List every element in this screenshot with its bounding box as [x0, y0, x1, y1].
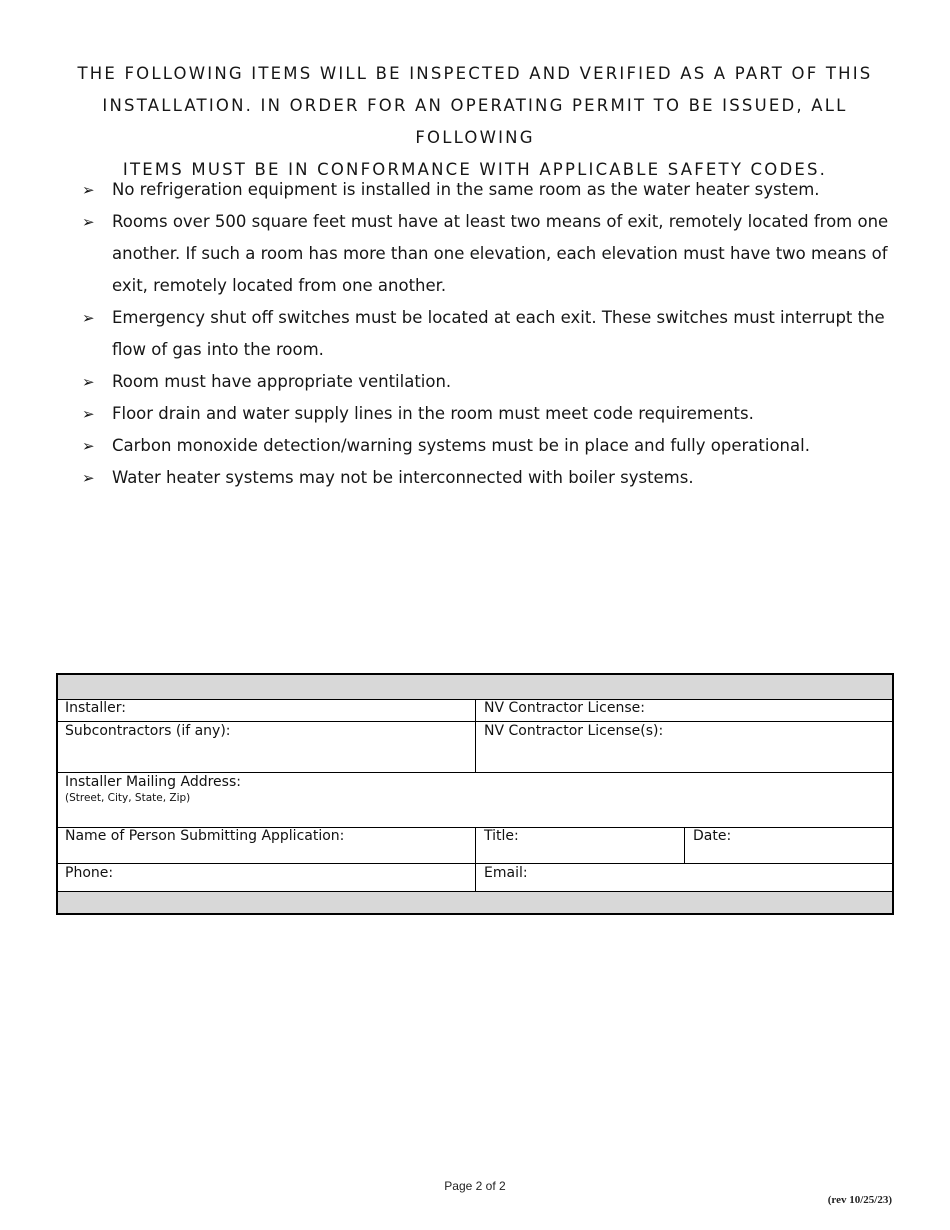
checklist-item — [82, 174, 892, 206]
revision-date: (rev 10/25/23) — [827, 1194, 892, 1206]
arrow-bullet-icon: ➢ — [82, 213, 95, 231]
checklist-item — [82, 462, 892, 494]
mailing-address-field[interactable]: Installer Mailing Address: — [65, 774, 241, 790]
arrow-bullet-icon: ➢ — [82, 469, 95, 487]
checklist-item-text: Emergency shut off switches must be located at each exit. These switches must interrupt the flow of gas into the room. — [112, 308, 885, 359]
checklist-item-text: Water heater systems may not be interconnected with boiler systems. — [112, 468, 694, 487]
heading-line: ITEMS MUST BE IN CONFORMANCE WITH APPLICABLE SAFETY CODES. — [122, 160, 828, 179]
installer-field[interactable]: Installer: — [65, 700, 126, 716]
checklist-item-text: No refrigeration equipment is installed in the same room as the water heater system. — [112, 180, 820, 199]
checklist-item — [82, 366, 892, 398]
submitter-name-field[interactable]: Name of Person Submitting Application: — [65, 828, 345, 844]
form-divider — [475, 827, 476, 891]
checklist-item-text: Floor drain and water supply lines in the room must meet code requirements. — [112, 404, 754, 423]
title-field[interactable]: Title: — [484, 828, 519, 844]
arrow-bullet-icon: ➢ — [82, 405, 95, 423]
heading-line: THE FOLLOWING ITEMS WILL BE INSPECTED AND VERIFIED AS A PART OF THIS — [77, 64, 873, 83]
checklist-item-text: Rooms over 500 square feet must have at least two means of exit, remotely located from one another. If such a room has more than one elevation, each elevation must have two means of exit, remotely located from one another. — [112, 212, 889, 295]
arrow-bullet-icon: ➢ — [82, 373, 95, 391]
form-header-band — [58, 675, 892, 699]
form-divider — [475, 699, 476, 772]
form-rule — [58, 772, 892, 773]
checklist-item-text: Room must have appropriate ventilation. — [112, 372, 452, 391]
heading-line: INSTALLATION. IN ORDER FOR AN OPERATING PERMIT TO BE ISSUED, ALL FOLLOWING — [102, 96, 848, 147]
arrow-bullet-icon: ➢ — [82, 437, 95, 455]
arrow-bullet-icon: ➢ — [82, 181, 95, 199]
checklist-item — [82, 206, 892, 302]
checklist-item — [82, 302, 892, 366]
mailing-address-hint: (Street, City, State, Zip) — [65, 792, 191, 804]
email-field[interactable]: Email: — [484, 865, 528, 881]
form-divider — [684, 827, 685, 863]
inspection-heading — [40, 58, 910, 186]
subcontractors-field[interactable]: Subcontractors (if any): — [65, 723, 231, 739]
checklist-item-text: Carbon monoxide detection/warning systems must be in place and fully operational. — [112, 436, 810, 455]
installer-info-form — [56, 673, 894, 915]
form-footer-band — [58, 892, 892, 913]
checklist-item — [82, 430, 892, 462]
form-rule — [58, 891, 892, 892]
installer-license-field[interactable]: NV Contractor License: — [484, 700, 645, 716]
page-number: Page 2 of 2 — [444, 1179, 506, 1193]
checklist-item — [82, 398, 892, 430]
arrow-bullet-icon: ➢ — [82, 309, 95, 327]
date-field[interactable]: Date: — [693, 828, 732, 844]
phone-field[interactable]: Phone: — [65, 865, 114, 881]
inspection-checklist — [82, 174, 892, 494]
subcontractor-licenses-field[interactable]: NV Contractor License(s): — [484, 723, 664, 739]
